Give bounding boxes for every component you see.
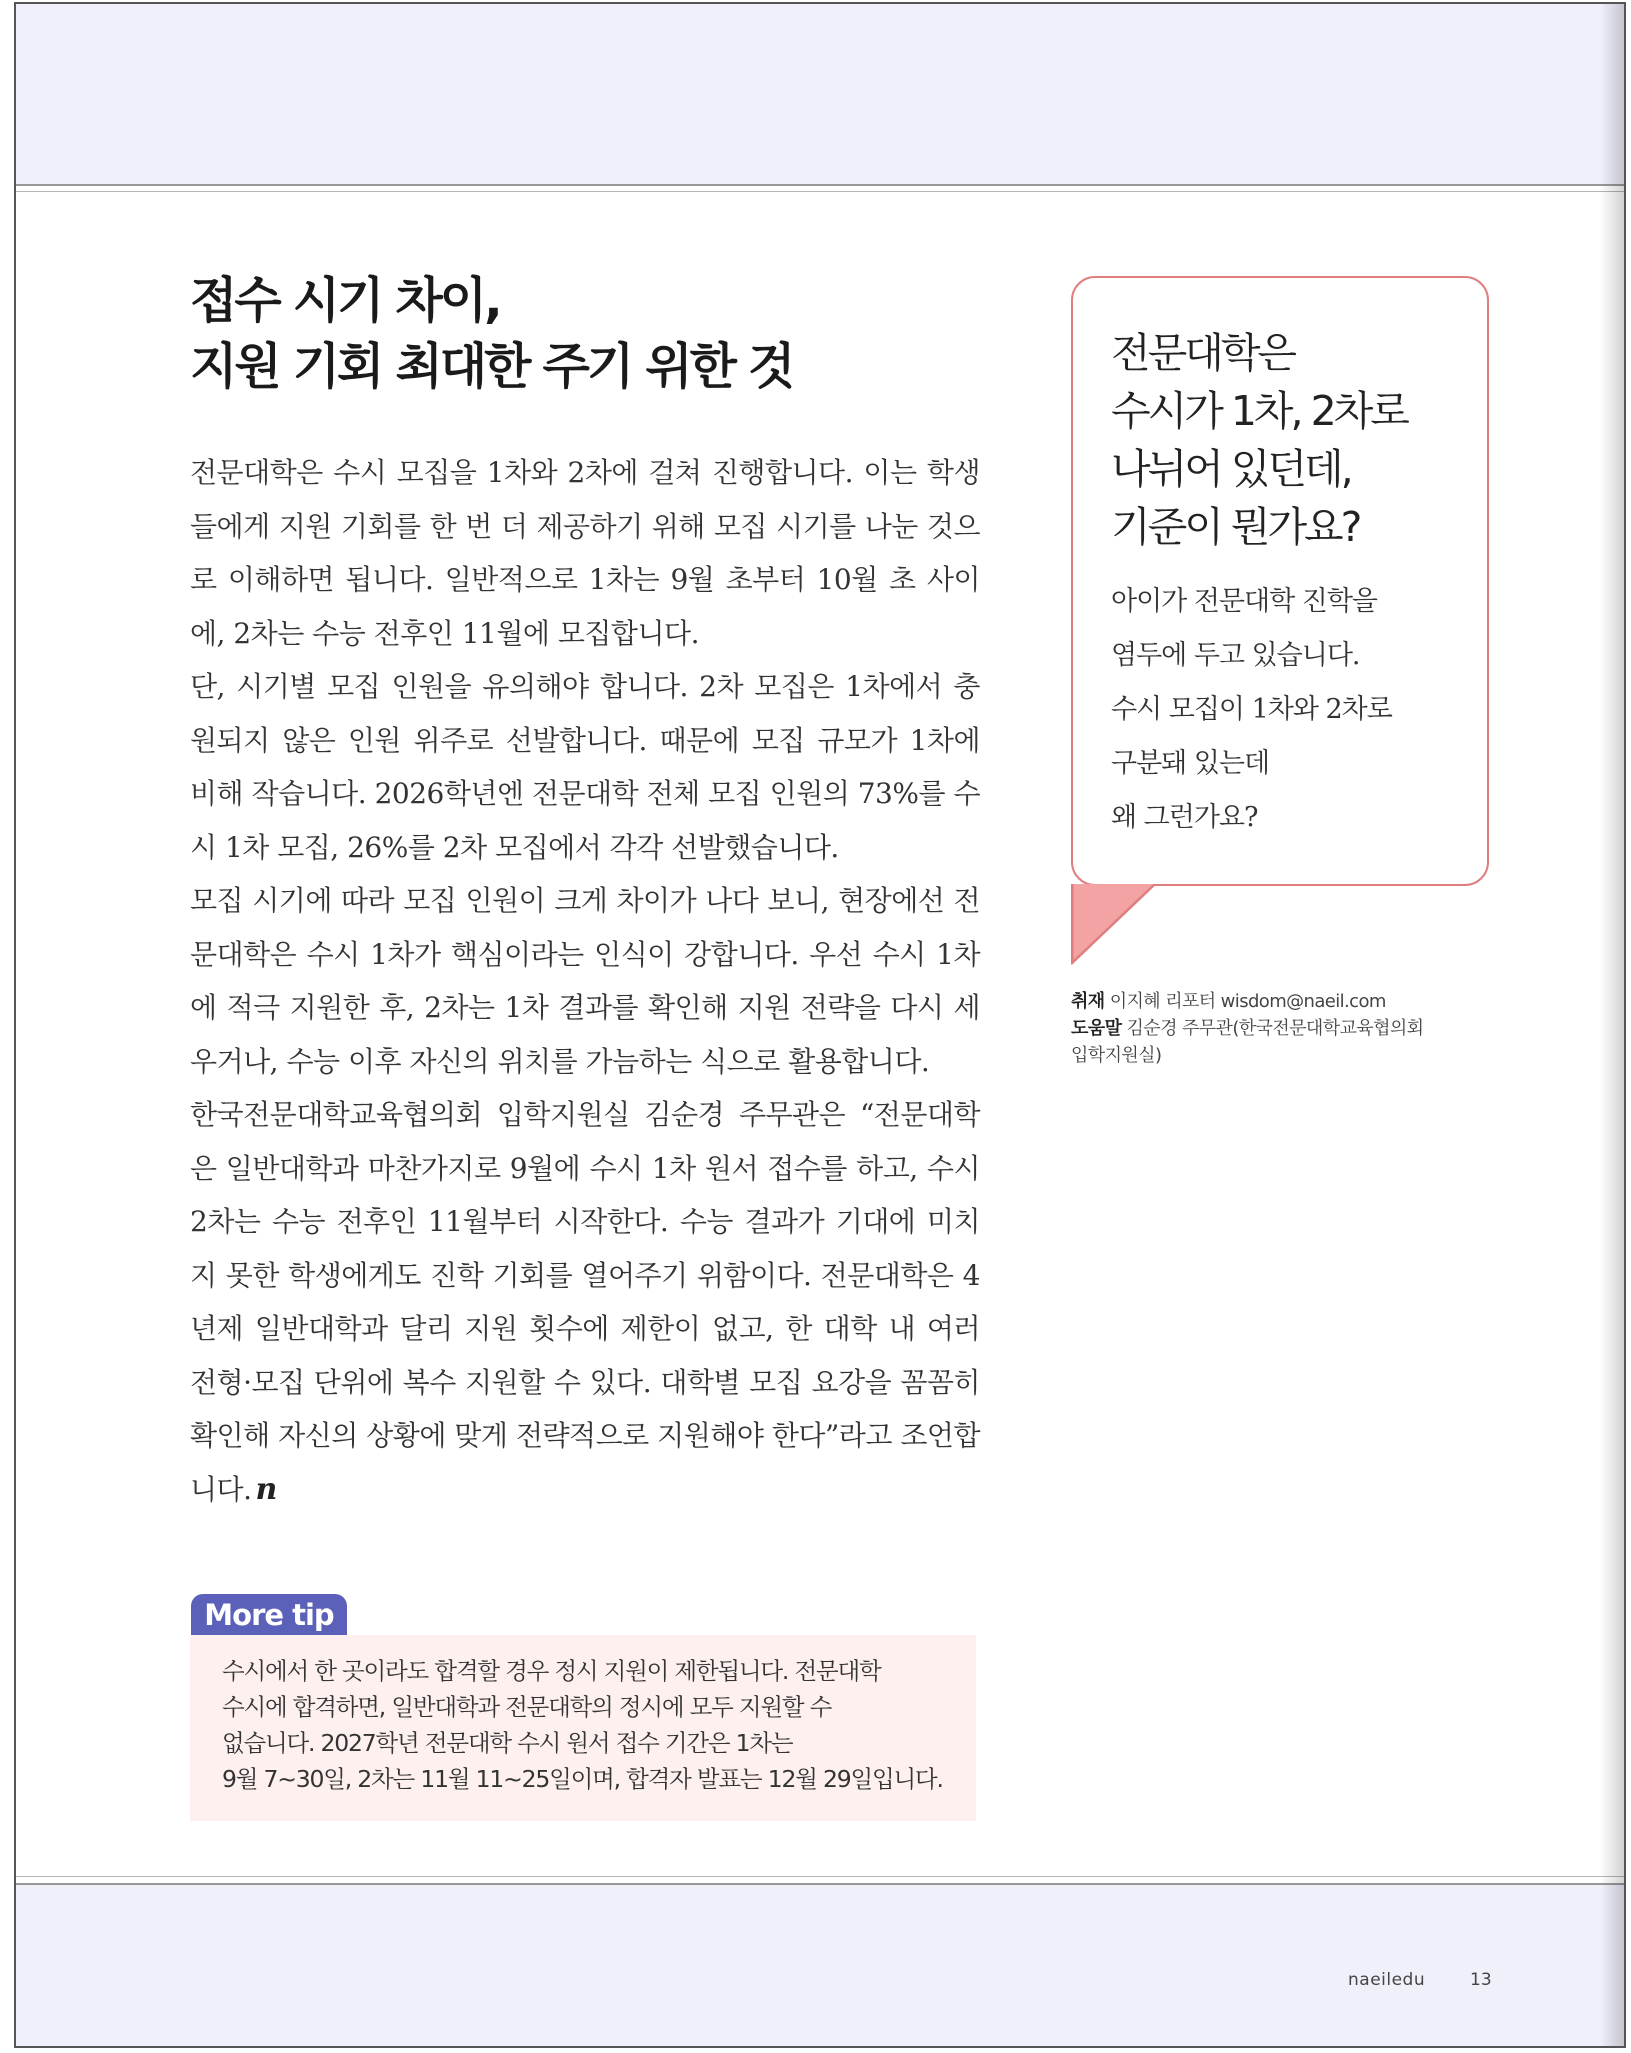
question-title-line: 기준이 뭔가요? [1111, 503, 1360, 551]
article-paragraph-3: 모집 시기에 따라 모집 인원이 크게 차이가 나다 보니, 현장에선 전문대학은 수시 1차가 핵심이라는 인식이 강합니다. 우선 수시 1차에 적극 지원한 후, 2차는 1차 결과를 확인해 지원 전략을 다시 세우거나, 수능 이후 자신의 위치를 가늠하는 식으로 활용합니다. [190, 884, 980, 1078]
reporter-credit [1071, 988, 1531, 1015]
page-number: 13 [1470, 1970, 1492, 1990]
more-tip-line: 9월 7~30일, 2차는 11월 11~25일이며, 합격자 발표는 12월 29일입니다. [222, 1765, 943, 1793]
article-paragraph-1: 전문대학은 수시 모집을 1차와 2차에 걸쳐 진행합니다. 이는 학생들에게 지원 기회를 한 번 더 제공하기 위해 모집 시기를 나눈 것으로 이해하면 됩니다. 일반적으로 1차는 9월 초부터 10월 초 사이에, 2차는 수능 전후인 11월에 모집합니다. [190, 456, 980, 650]
headline-line-1: 접수 시기 차이, [190, 272, 500, 329]
reporter-label: 취재 [1071, 991, 1105, 1012]
speech-bubble-tail-icon [1071, 884, 1161, 968]
question-body-line: 왜 그런가요? [1111, 802, 1258, 833]
helper-name: 김순경 주무관(한국전문대학교육협의회 [1126, 1018, 1424, 1039]
article-paragraph-4-text: 한국전문대학교육협의회 입학지원실 김순경 주무관은 “전문대학은 일반대학과 마찬가지로 9월에 수시 1차 원서 접수를 하고, 수시 2차는 수능 전후인 11월부터 시작한다. 수능 결과가 기대에 미치지 못한 학생에게도 진학 기회를 열어주기 위함이다. 전문대학은 4년제 일반대학과 달리 지원 횟수에 제한이 없고, 한 대학 내 여러 전형·모집 단위에 복수 지원할 수 있다. 대학별 모집 요강을 꼼꼼히 확인해 자신의 상황에 맞게 전략적으로 지원해야 한다”라고 조언합니다. [190, 1098, 980, 1506]
question-body-line: 염두에 두고 있습니다. [1111, 640, 1360, 671]
question-title-line: 전문대학은 [1111, 329, 1295, 377]
more-tip-label: More tip [191, 1594, 347, 1636]
question-body-line: 아이가 전문대학 진학을 [1111, 586, 1377, 617]
question-title [1111, 324, 1471, 556]
more-tip-line: 수시에 합격하면, 일반대학과 전문대학의 정시에 모두 지원할 수 [222, 1693, 832, 1721]
question-title-line: 수시가 1차, 2차로 [1111, 387, 1407, 435]
reporter-name: 이지혜 리포터 wisdom@naeil.com [1109, 991, 1386, 1012]
more-tip-text [222, 1653, 956, 1797]
question-body [1111, 575, 1471, 845]
question-body-line: 구분돼 있는데 [1111, 748, 1270, 779]
end-mark-icon: n [255, 1471, 277, 1507]
article-credits [1071, 988, 1531, 1069]
article-body [190, 446, 980, 1516]
helper-credit-cont: 입학지원실) [1071, 1045, 1162, 1066]
article-paragraph-2: 단, 시기별 모집 인원을 유의해야 합니다. 2차 모집은 1차에서 충원되지 않은 인원 위주로 선발합니다. 때문에 모집 규모가 1차에 비해 작습니다. 2026학년엔 전문대학 전체 모집 인원의 73%를 수시 1차 모집, 26%를 2차 모집에서 각각 선발했습니다. [190, 670, 980, 864]
article-paragraph-4 [190, 1088, 980, 1516]
helper-credit [1071, 1015, 1531, 1042]
question-title-line: 나뉘어 있던데, [1111, 445, 1351, 493]
footer-brand: naeiledu [1348, 1970, 1426, 1990]
more-tip-line: 없습니다. 2027학년 전문대학 수시 원서 접수 기간은 1차는 [222, 1729, 793, 1757]
helper-label: 도움말 [1071, 1018, 1122, 1039]
question-body-line: 수시 모집이 1차와 2차로 [1111, 694, 1392, 725]
article-headline [190, 268, 830, 400]
more-tip-line: 수시에서 한 곳이라도 합격할 경우 정시 지원이 제한됩니다. 전문대학 [222, 1657, 881, 1685]
headline-line-2: 지원 기회 최대한 주기 위한 것 [190, 338, 793, 395]
more-tip-box [190, 1635, 976, 1821]
